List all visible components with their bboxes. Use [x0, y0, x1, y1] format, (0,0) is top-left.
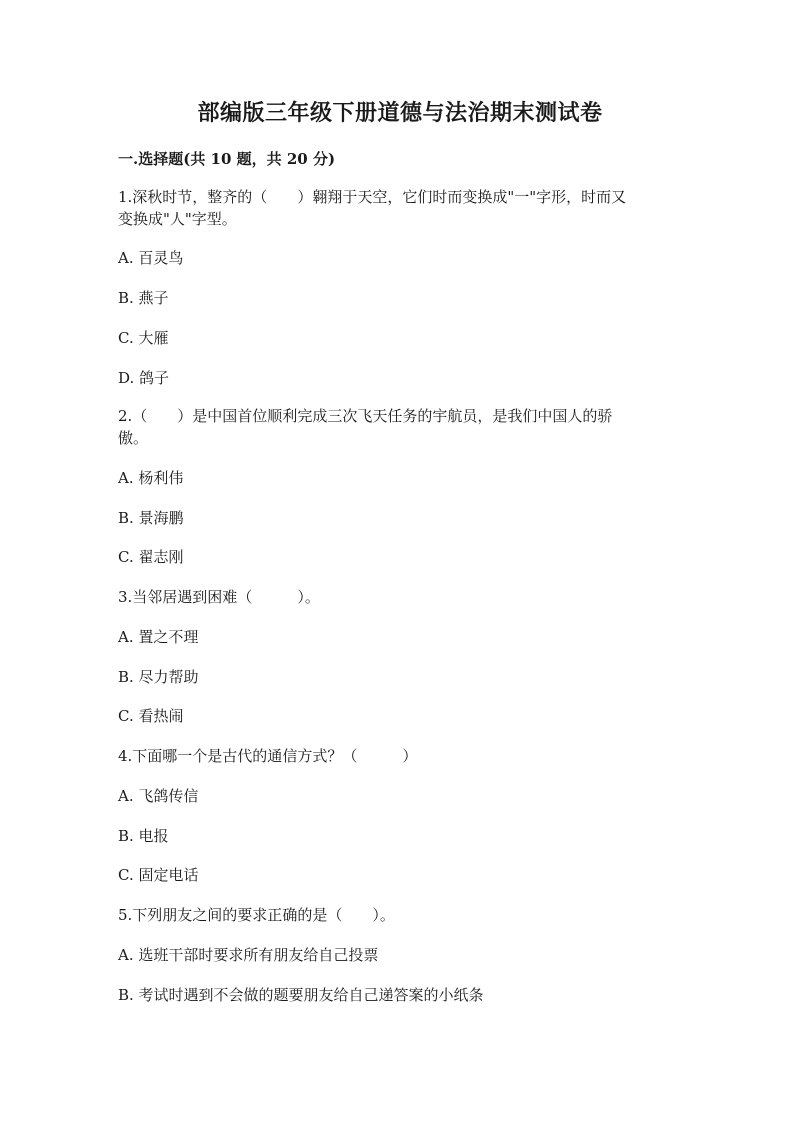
question-1-stem-line-2: 变换成"人"字型。: [118, 210, 237, 228]
question-2-stem-line-1: 2.（ ）是中国首位顺利完成三次飞天任务的宇航员，是我们中国人的骄: [118, 407, 613, 425]
question-1-stem-line-1: 1.深秋时节，整齐的（ ）翱翔于天空，它们时而变换成"一"字形，时而又: [118, 188, 627, 206]
question-3-option-a: A. 置之不理: [118, 628, 199, 646]
question-1-option-a: A. 百灵鸟: [118, 249, 184, 267]
question-1-option-b: B. 燕子: [118, 289, 169, 307]
question-3-stem-line-1: 3.当邻居遇到困难（ ）。: [118, 588, 320, 606]
question-2-option-c: C. 翟志刚: [118, 548, 184, 566]
question-5-stem-line-1: 5.下列朋友之间的要求正确的是（ ）。: [118, 906, 395, 924]
section-heading: 一.选择题(共 10 题，共 20 分): [118, 150, 336, 168]
question-5-option-b: B. 考试时遇到不会做的题要朋友给自己递答案的小纸条: [118, 986, 484, 1004]
question-2-option-b: B. 景海鹏: [118, 509, 184, 527]
question-1-option-c: C. 大雁: [118, 329, 169, 347]
question-3-option-c: C. 看热闹: [118, 707, 184, 725]
question-3-option-b: B. 尽力帮助: [118, 668, 199, 686]
question-5-option-a: A. 选班干部时要求所有朋友给自己投票: [118, 946, 379, 964]
question-2-option-a: A. 杨利伟: [118, 469, 184, 487]
question-4-stem-line-1: 4.下面哪一个是古代的通信方式？（ ）: [118, 747, 418, 765]
page-title: 部编版三年级下册道德与法治期末测试卷: [197, 100, 603, 126]
question-4-option-a: A. 飞鸽传信: [118, 787, 199, 805]
question-2-stem-line-2: 傲。: [118, 429, 149, 447]
question-4-option-c: C. 固定电话: [118, 866, 199, 884]
question-1-option-d: D. 鸽子: [118, 369, 170, 387]
question-4-option-b: B. 电报: [118, 827, 169, 845]
